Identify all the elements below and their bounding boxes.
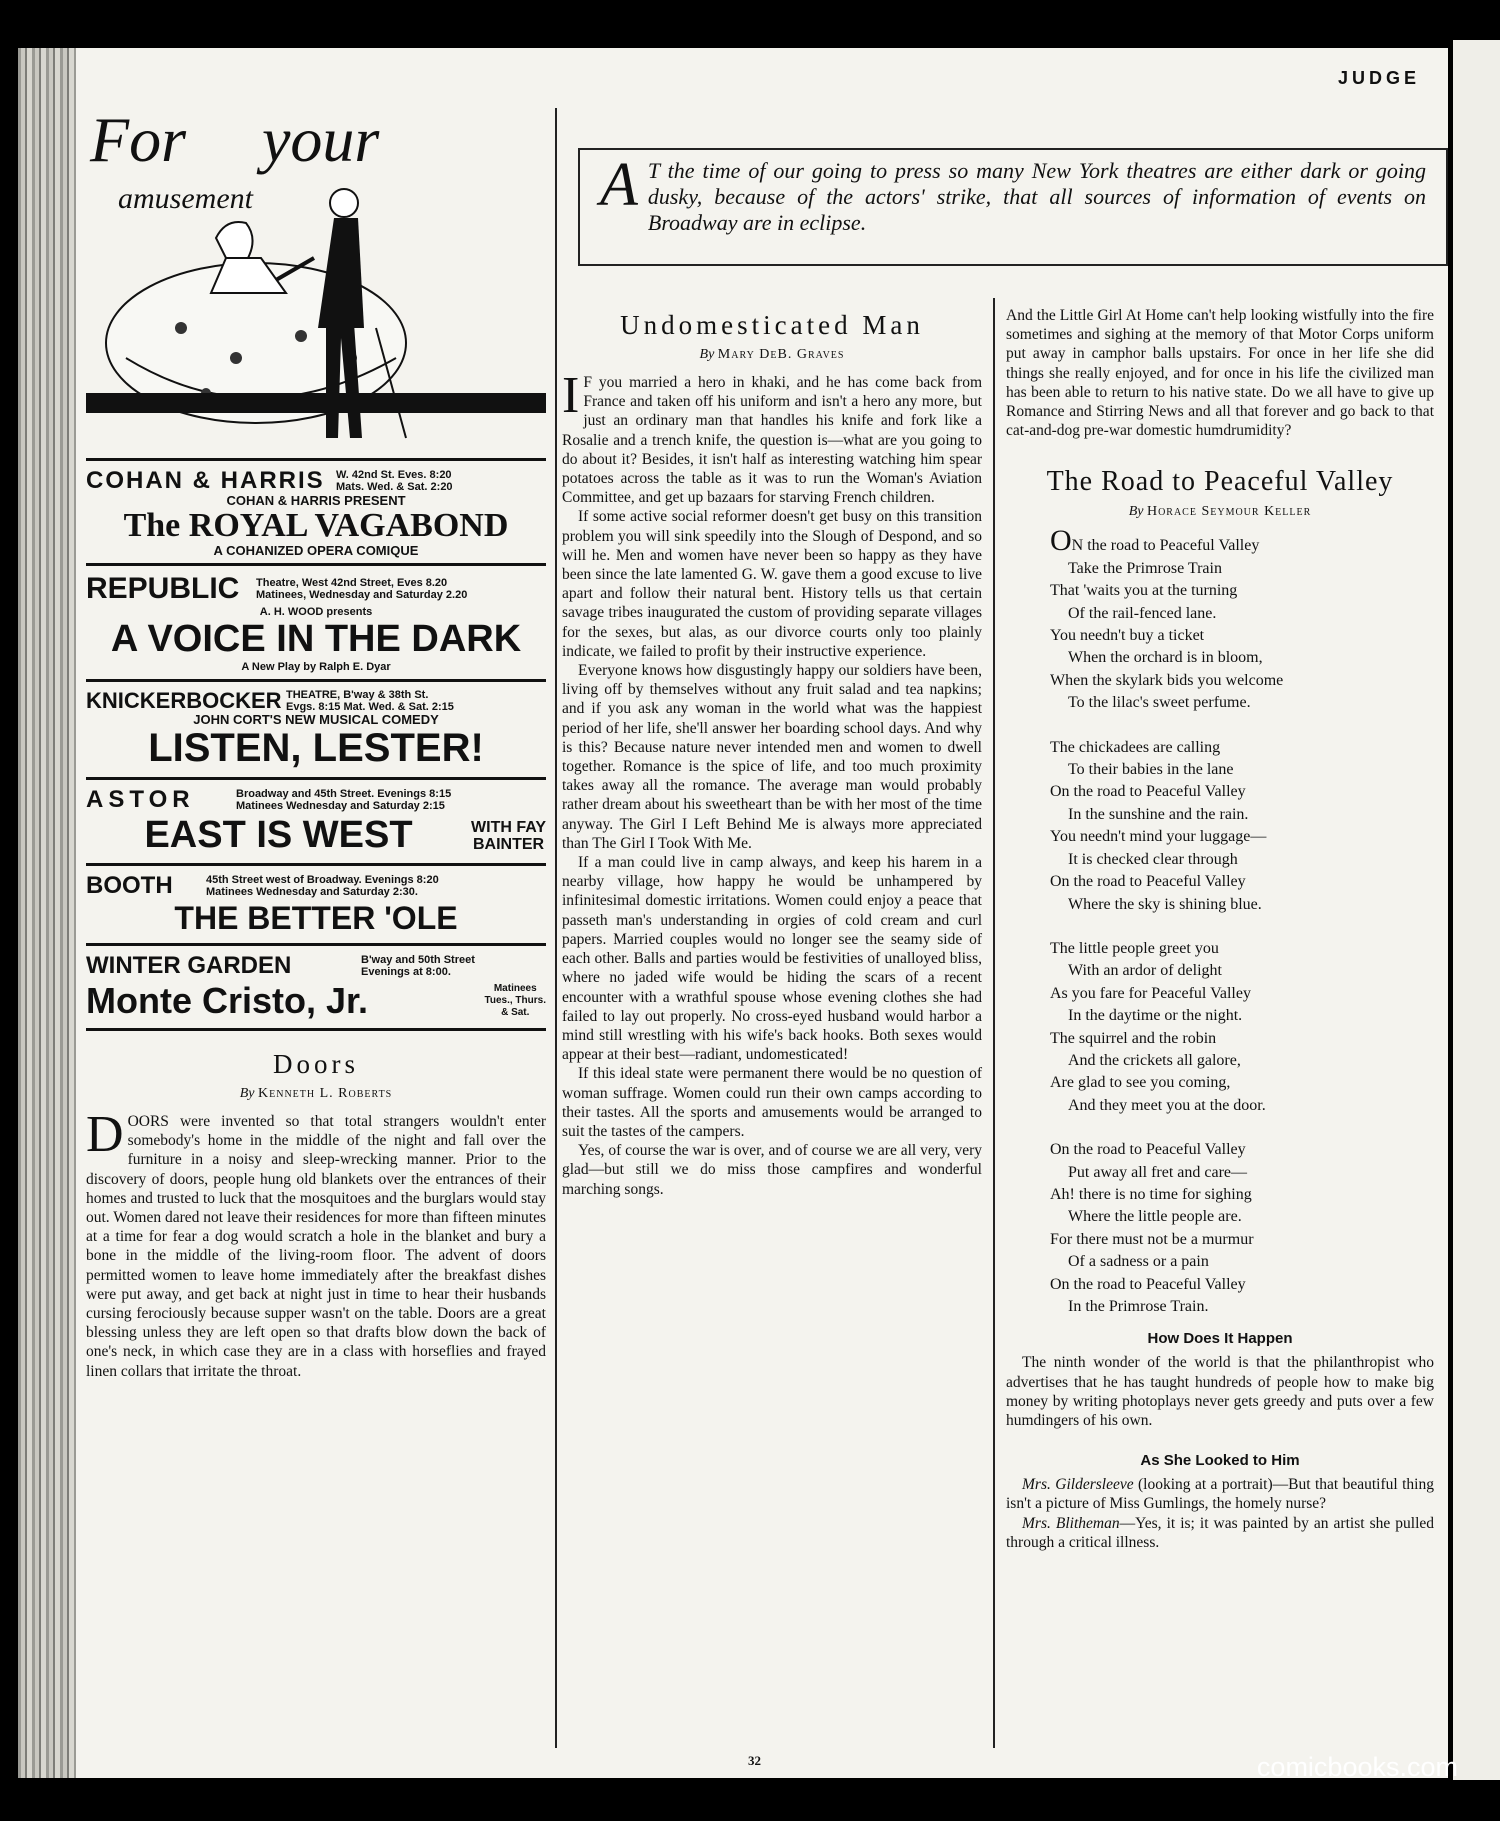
illustration-word-for: For <box>90 104 186 175</box>
book-spine <box>18 48 76 1778</box>
poem-line: On the road to Peaceful Valley <box>1050 1275 1246 1293</box>
poem <box>1050 524 1434 1318</box>
theatre-address: 45th Street west of Broadway. Evenings 8:20 Matinees Wednesday and Saturday 2:30. <box>206 874 439 898</box>
poem-line: In the sunshine and the rain. <box>1068 805 1249 823</box>
theatre-address: W. 42nd St. Eves. 8:20 Mats. Wed. & Sat. 2:20 <box>336 469 453 493</box>
poem-line: You needn't buy a ticket <box>1050 627 1205 645</box>
poem-line: The squirrel and the robin <box>1050 1029 1217 1047</box>
presenter: JOHN CORT'S NEW MUSICAL COMEDY <box>193 712 439 727</box>
strike-notice <box>578 148 1448 266</box>
show-knickerbocker <box>86 682 546 780</box>
byline-by: By <box>699 347 715 362</box>
show-matinees: Matinees Tues., Thurs. & Sat. <box>484 983 546 1018</box>
magazine-page <box>18 48 1448 1778</box>
theatre-address: B'way and 50th Street Evenings at 8:00. <box>361 954 475 978</box>
theatre-name: ASTOR <box>86 786 195 813</box>
author-name: Horace Seymour Keller <box>1146 504 1312 520</box>
show-title: THE BETTER 'OLE <box>174 900 458 936</box>
paragraph: F you married a hero in khaki, and he has come back from France and taken off his uniform and isn't a hero any more, but just an ordinary man that handles his knife and fork like a Rosalie and a trench knife, the question is—what are you going to do about it? Besides, it isn't half as interesting watching him spear potatoes across the table as it was to run the Woman's Aviation Committee, and get up bazaars for starving French children. <box>562 374 982 507</box>
poem-line: It is checked clear through <box>1068 850 1238 868</box>
poem-line: To their babies in the lane <box>1068 761 1234 779</box>
page-number: 32 <box>748 1753 761 1768</box>
article-byline <box>562 347 982 363</box>
paragraph: If this ideal state were permanent there would be no question of woman suffrage. Women could run their own camps according to their tastes. All the sports and amusements would be arranged to suit the tastes of the campers. <box>562 1065 982 1140</box>
poem-line: For there must not be a murmur <box>1050 1230 1254 1248</box>
poem-line: When the skylark bids you welcome <box>1050 671 1284 689</box>
poem-line: On the road to Peaceful Valley <box>1050 873 1246 891</box>
theatre-name: COHAN & HARRIS <box>86 467 325 494</box>
theatre-name: KNICKERBOCKER <box>86 688 282 713</box>
article-byline <box>86 1086 546 1102</box>
poem-line: That 'waits you at the turning <box>1050 582 1238 600</box>
presenter: COHAN & HARRIS PRESENT <box>226 493 406 508</box>
paragraph: And the Little Girl At Home can't help looking wistfully into the fire sometimes and sighing at the memory of that Motor Corps uniform put away in camphor balls upstairs. For once in her life she did things she really enjoyed, and for once in his life the civilized man has been able to return to his native state. Do we all have to give up Romance and Stirring News and all that forever and go back to that cat-and-dog pre-war domestic humdrumidity? <box>1006 307 1434 440</box>
courtship-drawing <box>86 108 546 458</box>
poem-line: Where the little people are. <box>1068 1208 1242 1226</box>
show-winter-garden <box>86 946 546 1031</box>
article-body <box>562 367 982 1199</box>
right-column <box>1006 306 1434 1552</box>
poem-line: To the lilac's sweet perfume. <box>1068 694 1251 712</box>
paragraph: If some active social reformer doesn't get busy on this transition problem you will sink speedily into the Slough of Despond, and so will he. Men and women have never been so happy as they have been since the late lamented G. W. gave them a good excuse to live apart and follow their natural bent. History tells us that certain savage tribes inaugurated the custom of providing separate villages for the sexes, but alas, as our divorce courts only too plainly indicate, we failed to profit by their instructive experience. <box>562 508 982 660</box>
middle-column <box>562 308 982 1199</box>
article-body <box>86 1106 546 1381</box>
show-republic <box>86 566 546 682</box>
poem-line: Put away all fret and care— <box>1068 1163 1248 1181</box>
paragraph: The ninth wonder of the world is that the philanthropist who advertises that he has taught hundreds of people how to make big money by writing photoplays never gets greedy and puts over a few humdingers of his own. <box>1006 1354 1434 1430</box>
amusement-illustration <box>86 104 546 461</box>
show-title: EAST IS WEST <box>144 814 413 856</box>
show-title: LISTEN, LESTER! <box>148 726 484 770</box>
poem-line: Of the rail-fenced lane. <box>1068 604 1217 622</box>
poem-line: You needn't mind your luggage— <box>1050 828 1267 846</box>
dialogue <box>1006 1475 1434 1552</box>
poem-line: The chickadees are calling <box>1050 738 1221 756</box>
poem-line: Where the sky is shining blue. <box>1068 895 1262 913</box>
paragraph-block <box>1006 1353 1434 1430</box>
dialogue-line: (looking at a portrait)—But that beautiful thing isn't a picture of Miss Gumlings, the homely nurse? <box>1006 1476 1434 1513</box>
show-cohan-harris <box>86 461 546 566</box>
show-subtitle: A New Play by Ralph E. Dyar <box>241 661 391 673</box>
show-title: Monte Cristo, Jr. <box>86 980 369 1021</box>
stanza <box>1050 524 1434 714</box>
theatre-name: WINTER GARDEN <box>86 952 292 979</box>
poem-line: And they meet you at the door. <box>1068 1096 1266 1114</box>
drop-cap: A <box>600 151 638 219</box>
theatre-address: Theatre, West 42nd Street, Eves 8.20 Matinees, Wednesday and Saturday 2.20 <box>256 577 468 601</box>
show-astor <box>86 780 546 866</box>
presenter: A. H. WOOD presents <box>259 606 373 618</box>
theatre-address: Broadway and 45th Street. Evenings 8:15 Matinees Wednesday and Saturday 2:15 <box>236 788 452 812</box>
poem-line: On the road to Peaceful Valley <box>1050 783 1246 801</box>
author-name: Kenneth L. Roberts <box>258 1086 393 1101</box>
paragraph: Everyone knows how disgustingly happy our soldiers have been, living off by themselves without any fruit salad and tea napkins; and if you ask any woman in the world what was the happiest period of her life, she'll answer her boarding school days. And why is this? Because nature never intended men and women to dwell together. Romance is the spice of life, and too much proximity takes away all the romance. The average man would probably rather dream about his sweetheart than be with her most of the time anyway. The Girl I Left Behind Me is always more appreciated than The Girl I Took With Me. <box>562 662 982 852</box>
poem-line: Ah! there is no time for sighing <box>1050 1185 1252 1203</box>
poem-line: And the crickets all galore, <box>1068 1051 1241 1069</box>
poem-line: Take the Primrose Train <box>1068 559 1222 577</box>
speaker-name: Mrs. Gildersleeve <box>1022 1476 1134 1494</box>
masthead: JUDGE <box>1337 68 1420 88</box>
column-divider <box>555 108 557 1748</box>
drop-cap: O <box>1050 524 1072 558</box>
byline-by: By <box>239 1086 255 1101</box>
dialogue-line: —Yes, it is; it was painted by an artist she pulled through a critical illness. <box>1006 1514 1435 1551</box>
illustration-word-your: your <box>262 104 380 175</box>
poem-line: Are glad to see you coming, <box>1050 1074 1231 1092</box>
article-text: OORS were invented so that total strangers wouldn't enter somebody's home in the middle of the night and fall over the furniture in a noisy and sleep-wrecking manner. Prior to the discovery of doors, people hung old blankets over the entrances of their homes and trusted to luck that the mosquitoes and the burglars would stay out. Women dared not leave their residences for more than fifteen minutes at a time for fear a dog would scratch a hole in the blanket and bury a bone in the middle of the living-room floor. The advent of doors permitted women to leave home immediately after the breakfast dishes were put away, and get back at night just in time to hear their husbands cursing ferociously because supper wasn't on the table. Doors are a great blessing unless they are left open so that drafts blow down the back of one's neck, in which case they are in a class with horseflies and frayed linen collars that irritate the throat. <box>86 1113 546 1380</box>
drop-cap: D <box>86 1106 124 1163</box>
article-title: Doors <box>273 1049 359 1079</box>
show-title: The ROYAL VAGABOND <box>123 507 509 544</box>
poem-byline <box>1006 504 1434 520</box>
speaker-name: Mrs. Blitheman <box>1022 1514 1120 1532</box>
theatre-name: BOOTH <box>86 872 173 899</box>
theatre-address: THEATRE, B'way & 38th St. Evgs. 8:15 Mat. Wed. & Sat. 2:15 <box>286 689 454 713</box>
author-name: Mary DeB. Graves <box>717 347 845 362</box>
poem-title: The Road to Peaceful Valley <box>1046 466 1394 498</box>
drop-cap: I <box>562 367 580 424</box>
column-divider <box>993 298 995 1748</box>
show-subtitle: A COHANIZED OPERA COMIQUE <box>213 543 419 558</box>
watermark: comicbooks.com <box>1256 1752 1458 1782</box>
poem-line: On the road to Peaceful Valley <box>1050 1141 1246 1159</box>
poem-line: The little people greet you <box>1050 939 1219 957</box>
poem-line: As you fare for Peaceful Valley <box>1050 984 1251 1002</box>
illustration-word-amusement: amusement <box>118 182 253 215</box>
poem-line: In the Primrose Train. <box>1068 1298 1209 1316</box>
facing-page-edge <box>1453 40 1500 1780</box>
paragraph: If a man could live in camp always, and keep his harem in a nearby village, how happy he would be unhampered by infinitesimal domestic irritations. Women could enjoy a peace that passeth man's understanding in orgies of cold cream and curl papers. Married couples would no longer see the seamy side of each other. Balls and parties would be festivities of unalloyed bliss, where no jaded wife would be hiding the scars of a recent encounter with a wrathful spouse whose evening clothes she had failed to lay out properly. No cross-eyed husband would harbor a mind still wrestling with his wife's back hooks. Both sexes would appear at their best—radiant, undomesticated! <box>562 854 982 1064</box>
article-title: Undomesticated Man <box>620 310 924 340</box>
section-heading: As She Looked to Him <box>1140 1452 1300 1470</box>
show-star: WITH FAY BAINTER <box>471 818 546 853</box>
article-continuation <box>1006 306 1434 440</box>
stanza <box>1050 938 1434 1117</box>
section-heading: How Does It Happen <box>1147 1330 1293 1348</box>
poem-line: N the road to Peaceful Valley <box>1071 537 1260 555</box>
poem-line: Of a sadness or a pain <box>1068 1253 1209 1271</box>
stanza <box>1050 1139 1434 1318</box>
theatre-name: REPUBLIC <box>86 572 240 605</box>
left-column <box>86 104 546 1381</box>
poem-line: When the orchard is in bloom, <box>1068 649 1263 667</box>
paragraph: Yes, of course the war is over, and of course we are all very, very glad—but still we do miss those campfires and wonderful marching songs. <box>562 1142 982 1198</box>
stanza <box>1050 737 1434 916</box>
notice-text: T the time of our going to press so many New York theatres are either dark or going dusky, because of the actors' strike, that all sources of information of events on Broadway are in eclipse. <box>647 158 1426 235</box>
show-title: A VOICE IN THE DARK <box>110 618 522 660</box>
poem-line: With an ardor of delight <box>1068 962 1222 980</box>
byline-by: By <box>1128 504 1144 520</box>
show-booth <box>86 866 546 946</box>
poem-line: In the daytime or the night. <box>1068 1007 1243 1025</box>
